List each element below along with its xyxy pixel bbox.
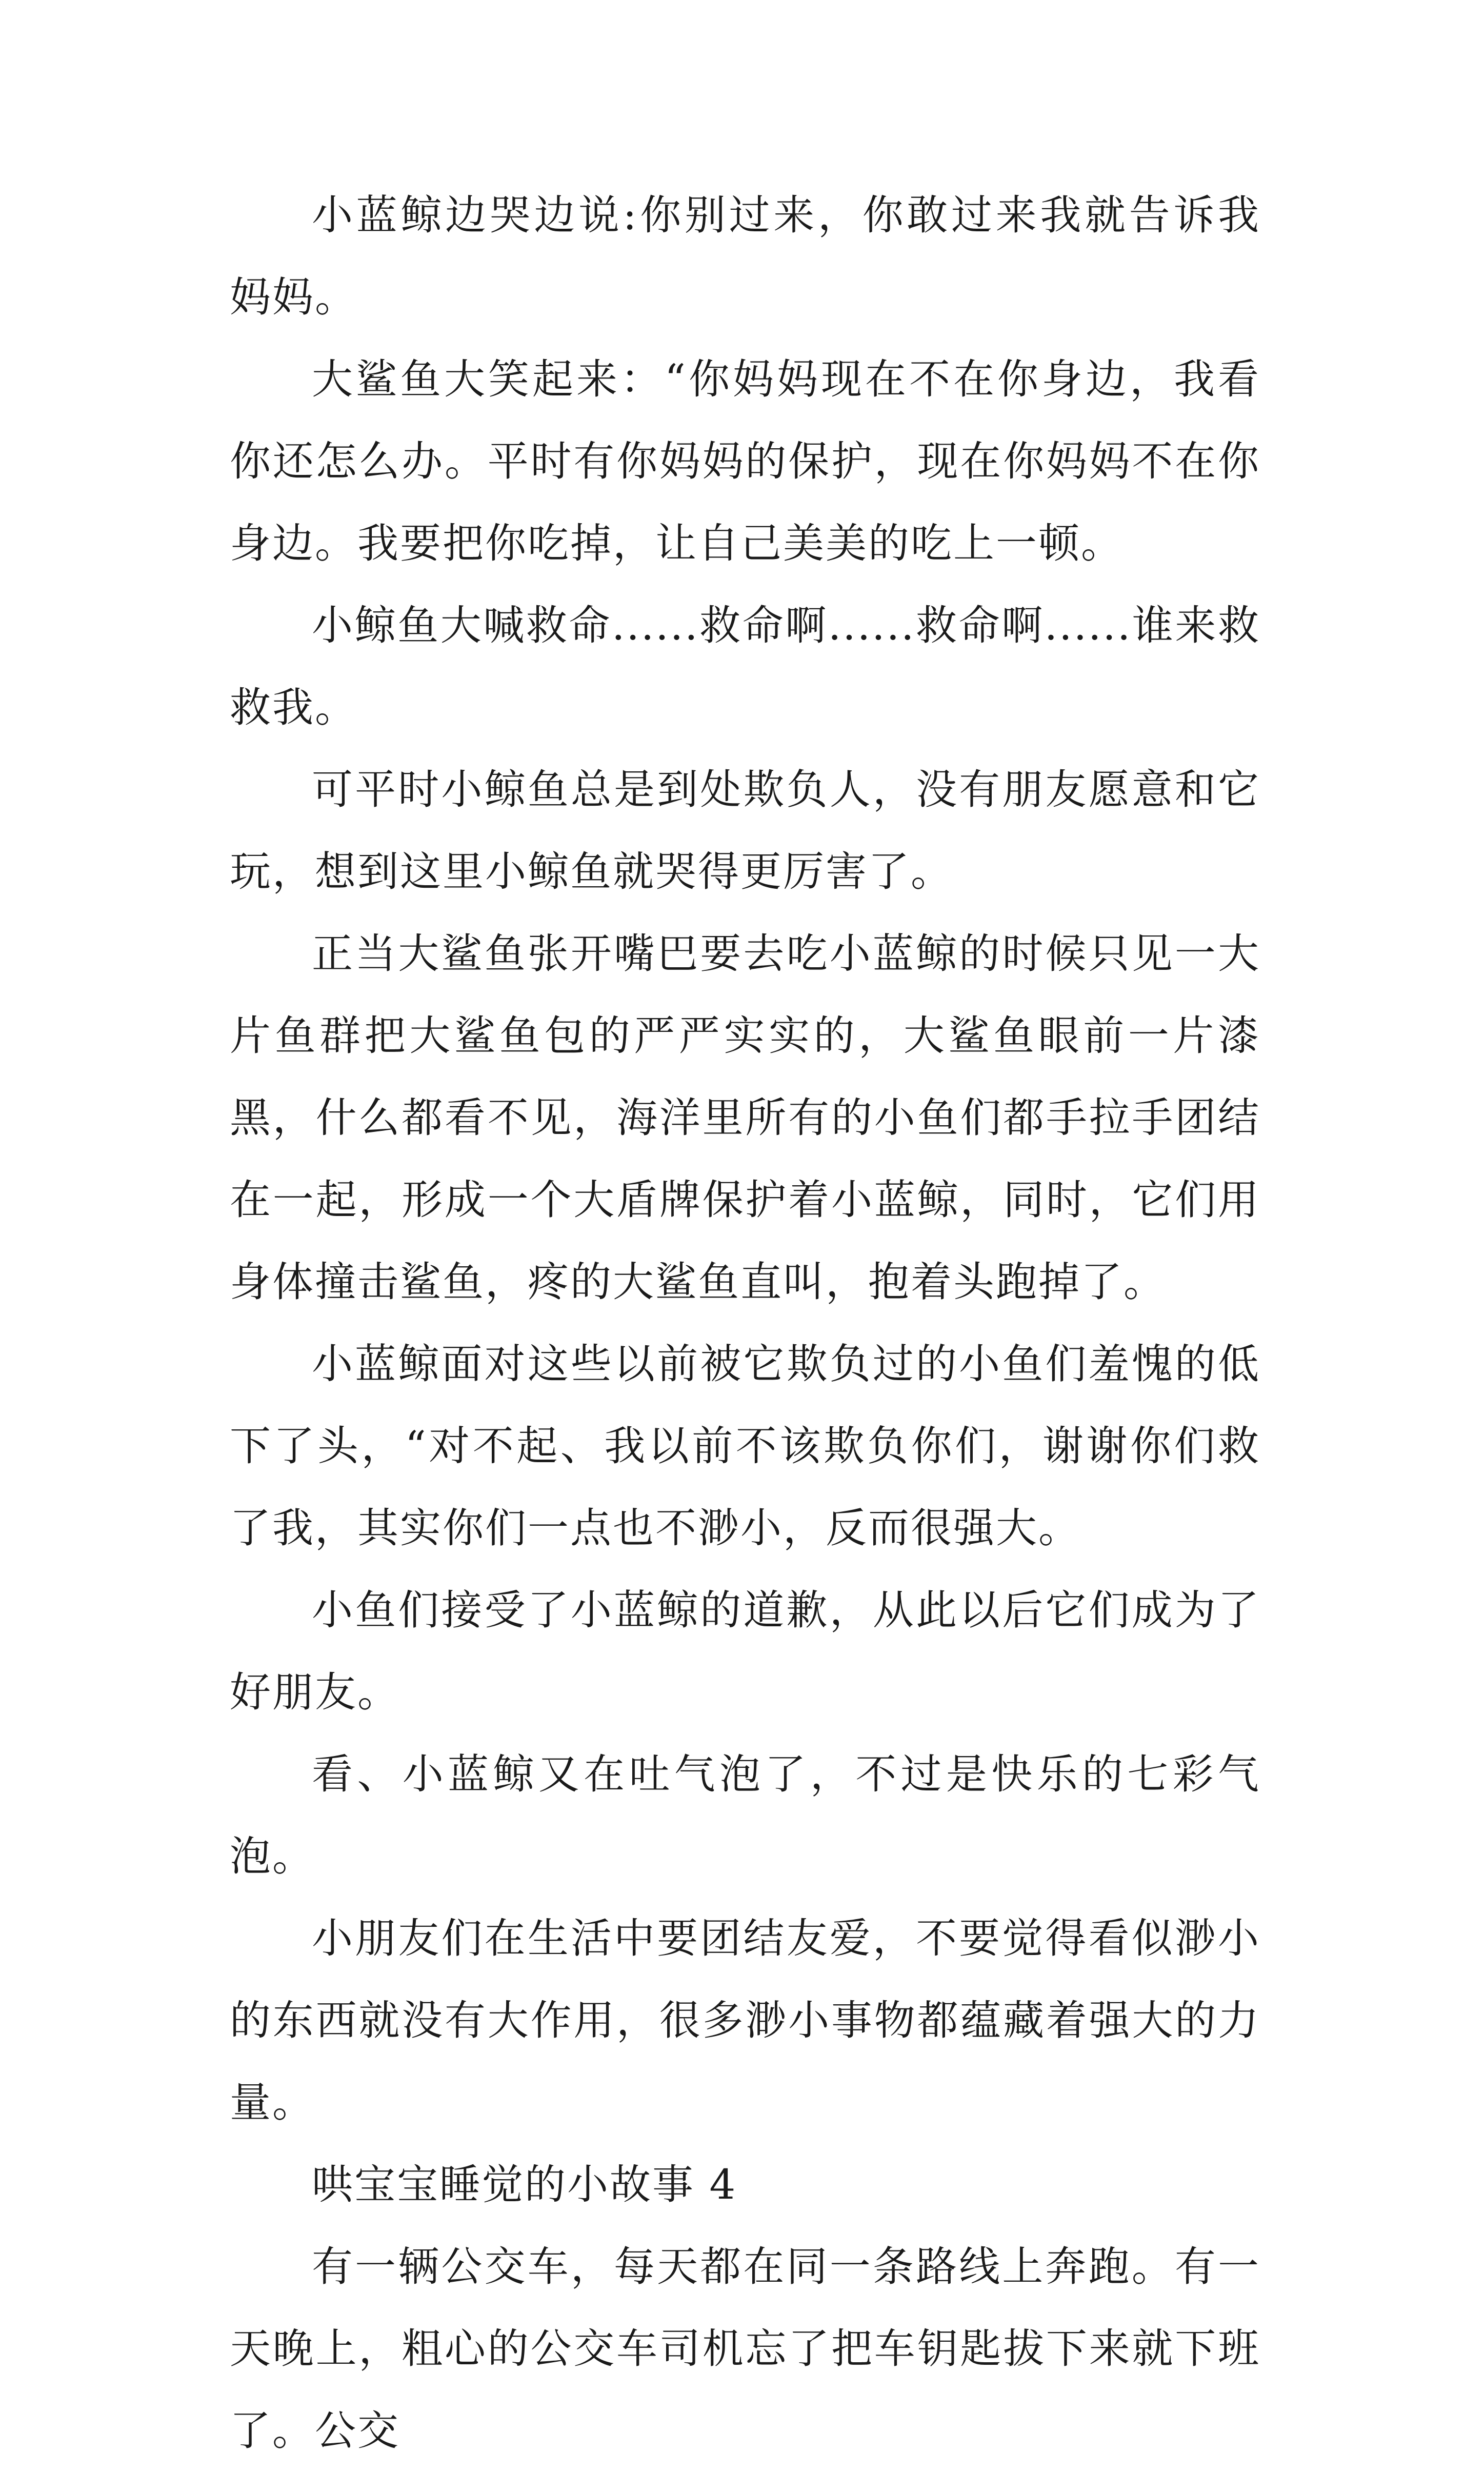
paragraph: 小鲸鱼大喊救命......救命啊......救命啊......谁来救救我。 <box>230 602 1260 731</box>
paragraph: 小鱼们接受了小蓝鲸的道歉，从此以后它们成为了好朋友。 <box>230 1586 1260 1716</box>
paragraph: 小蓝鲸面对这些以前被它欺负过的小鱼们羞愧的低下了头，“对不起、我以前不该欺负你们，谢谢你们救了我，其实你们一点也不渺小，反而很强大。 <box>230 1340 1260 1552</box>
paragraph: 小朋友们在生活中要团结友爱，不要觉得看似渺小的东西就没有大作用，很多渺小事物都蕴藏着强大的力量。 <box>230 1915 1260 2126</box>
paragraph: 有一辆公交车，每天都在同一条路线上奔跑。有一天晚上，粗心的公交车司机忘了把车钥匙拔下来就下班了。公交 <box>230 2243 1260 2455</box>
paragraph: 可平时小鲸鱼总是到处欺负人，没有朋友愿意和它玩，想到这里小鲸鱼就哭得更厉害了。 <box>230 766 1260 895</box>
document-body <box>230 174 1260 2472</box>
paragraph: 大鲨鱼大笑起来：“你妈妈现在不在你身边，我看你还怎么办。平时有你妈妈的保护，现在你妈妈不在你身边。我要把你吃掉，让自己美美的吃上一顿。 <box>230 355 1260 567</box>
paragraph: 正当大鲨鱼张开嘴巴要去吃小蓝鲸的时候只见一大片鱼群把大鲨鱼包的严严实实的，大鲨鱼眼前一片漆黑，什么都看不见，海洋里所有的小鱼们都手拉手团结在一起，形成一个大盾牌保护着小蓝鲸，同时，它们用身体撞击鲨鱼，疼的大鲨鱼直叫，抱着头跑掉了。 <box>230 930 1260 1306</box>
section-heading: 哄宝宝睡觉的小故事 4 <box>312 2161 737 2208</box>
paragraph: 看、小蓝鲸又在吐气泡了，不过是快乐的七彩气泡。 <box>230 1750 1260 1880</box>
paragraph: 小蓝鲸边哭边说:你别过来，你敢过来我就告诉我妈妈。 <box>230 191 1260 321</box>
